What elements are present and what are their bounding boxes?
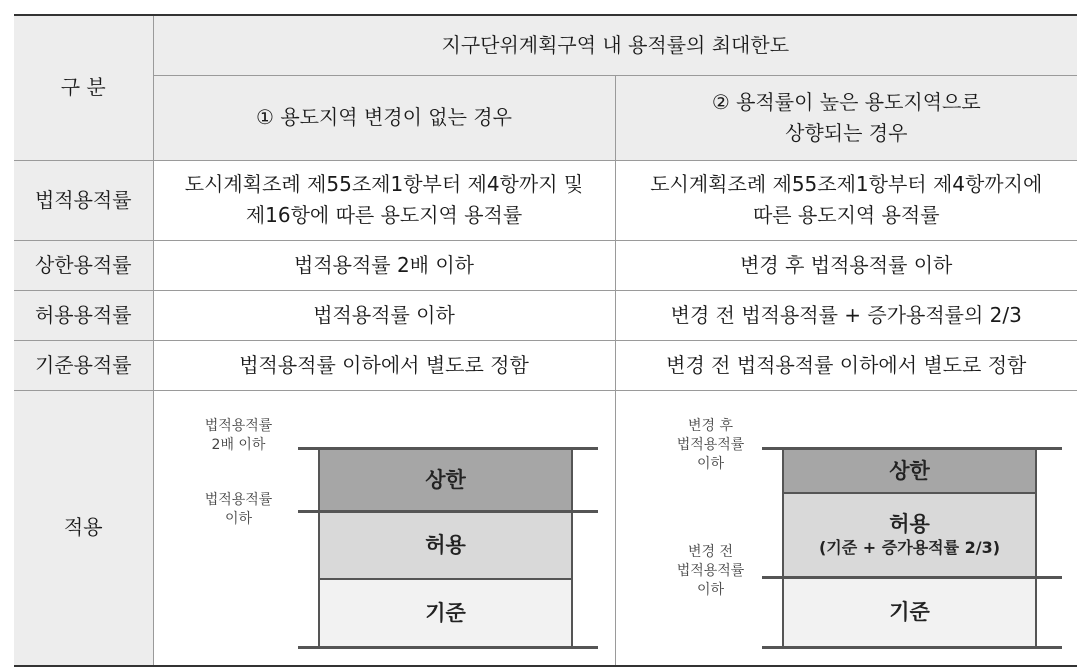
col2-header: ② 용적률이 높은 용도지역으로 상향되는 경우	[615, 75, 1077, 160]
d2-base-label: 기준	[889, 599, 930, 624]
d2-label-top: 변경 후 법적용적률 이하	[676, 417, 745, 472]
upper-ratio-col1: 법적용적률 2배 이하	[153, 240, 615, 290]
d1-base-block	[320, 580, 572, 646]
d2-label-mid: 변경 전 법적용적률 이하	[676, 543, 745, 598]
d2-base-block	[784, 578, 1036, 646]
upper-ratio-col2: 변경 후 법적용적률 이하	[615, 240, 1077, 290]
d2-upper-label: 상한	[889, 458, 930, 483]
row-label-upper-ratio: 상한용적률	[14, 240, 153, 290]
row-label-allowed-ratio: 허용용적률	[14, 290, 153, 340]
d2-allowed-sublabel: (기준 + 증가용적률 2/3)	[818, 537, 1001, 557]
allowed-ratio-col1: 법적용적률 이하	[153, 290, 615, 340]
row-label-base-ratio: 기준용적률	[14, 340, 153, 390]
allowed-ratio-col2: 변경 전 법적용적률 + 증가용적률의 2/3	[615, 290, 1077, 340]
d1-left-edge	[318, 449, 320, 647]
d2-upper-block	[784, 450, 1036, 492]
floor-area-ratio-table	[14, 14, 1077, 667]
d2-allowed-block	[784, 494, 1036, 576]
base-ratio-col1: 법적용적률 이하에서 별도로 정함	[153, 340, 615, 390]
d1-allowed-label: 허용	[425, 532, 466, 557]
d1-right-edge	[571, 449, 573, 647]
d2-right-edge	[1035, 449, 1037, 647]
d2-line-mid	[762, 576, 1062, 579]
d1-upper-label: 상한	[425, 467, 466, 492]
d1-label-top: 법적용적률 2배 이하	[204, 417, 273, 453]
d2-line-bottom	[762, 646, 1062, 649]
group-title: 지구단위계획구역 내 용적률의 최대한도	[153, 15, 1077, 75]
diagram-zone-upgrade	[615, 390, 1077, 666]
d2-line-upper-inner	[784, 492, 1036, 494]
d1-line-mid	[298, 510, 598, 513]
col1-header: ① 용도지역 변경이 없는 경우	[153, 75, 615, 160]
d1-upper-block	[320, 450, 572, 510]
d2-allowed-label: 허용	[889, 511, 930, 536]
legal-ratio-col2: 도시계획조례 제55조제1항부터 제4항까지에 따른 용도지역 용적률	[615, 160, 1077, 240]
legal-ratio-col1: 도시계획조례 제55조제1항부터 제4항까지 및 제16항에 따른 용도지역 용적률	[153, 160, 615, 240]
d2-line-top	[762, 447, 1062, 450]
category-header: 구 분	[14, 15, 153, 160]
d1-label-mid: 법적용적률 이하	[204, 491, 273, 527]
diagram-no-zone-change	[153, 390, 615, 666]
d1-line-inner	[320, 578, 572, 580]
d1-allowed-block	[320, 512, 572, 578]
base-ratio-col2: 변경 전 법적용적률 이하에서 별도로 정함	[615, 340, 1077, 390]
d1-line-top	[298, 447, 598, 450]
row-label-apply: 적용	[14, 390, 153, 666]
d1-line-bottom	[298, 646, 598, 649]
d1-base-label: 기준	[425, 600, 466, 625]
row-label-legal-ratio: 법적용적률	[14, 160, 153, 240]
d2-left-edge	[782, 449, 784, 647]
